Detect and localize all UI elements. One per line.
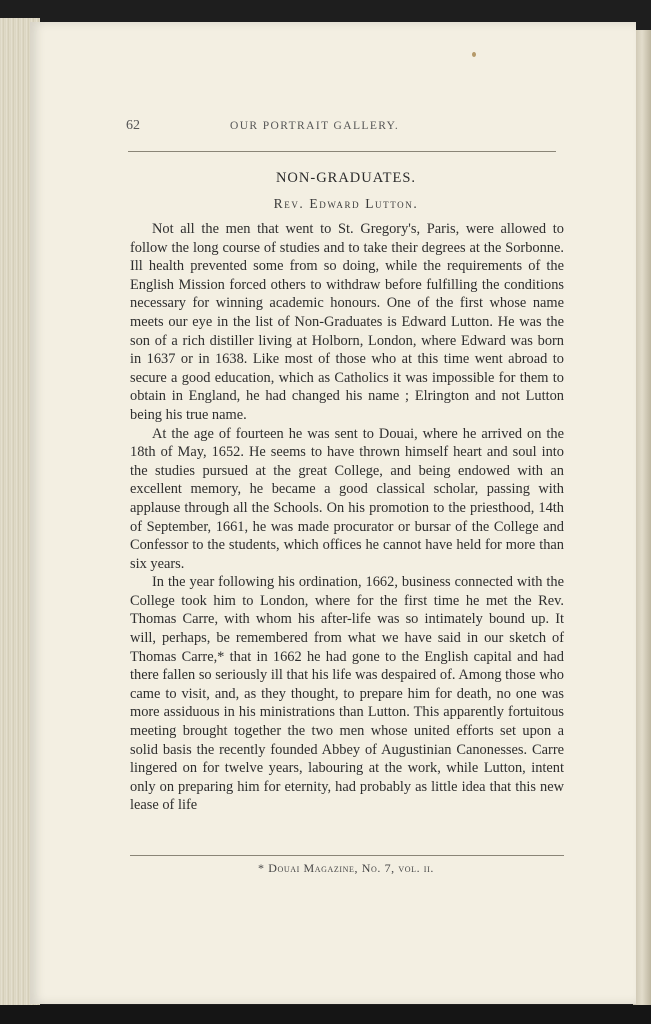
- body-text: [130, 220, 564, 815]
- section-title: NON-GRADUATES.: [275, 170, 417, 186]
- page-number: 62: [126, 118, 140, 133]
- running-title: OUR PORTRAIT GALLERY.: [230, 120, 400, 132]
- paper-stain: [472, 52, 476, 57]
- footnote-rule: [130, 855, 564, 856]
- paragraph: Not all the men that went to St. Gregory's, Paris, were allowed to follow the long course of studies and to take their degrees at the Sorbonne. Ill health prevented some from so doing, while the requirements of the English Mission forced others to withdraw before fulfilling the conditions necessary for winning academic honours. One of the first whose name meets our eye in the list of Non-Graduates is Edward Lutton. He was the son of a rich distiller living at Holborn, London, where Edward was born in 1637 or in 1638. Like most of those who at this time went abroad to secure a good education, which as Catholics it was impossible for them to obtain in England, he had changed his name ; Elrington and not Lutton being his true name.: [130, 221, 564, 423]
- background-surface: [0, 1005, 651, 1024]
- running-header: [100, 118, 565, 138]
- header-rule: [128, 151, 556, 152]
- paragraph: In the year following his ordination, 1662, business connected with the College took him to London, where for the first time he met the Rev. Thomas Carre, with whom his after-life was so intimately bound up. It will, perhaps, be remembered from what we have said in our sketch of Thomas Carre,* that in 1662 he had gone to the English capital and had there fallen so seriously ill that his life was despaired of. Among those who came to visit, and, as they thought, to prepare him for death, no one was more assiduous in his ministrations than Lutton. This apparently fortuitous meeting brought together the two men whose united efforts set upon a solid basis the recently founded Abbey of Augustinian Canonesses. Carre lingered on for twelve years, labouring at the work, while Lutton, intent only on preparing him for eternity, had probably as little idea that this new lease of life: [130, 574, 564, 814]
- paragraph: At the age of fourteen he was sent to Douai, where he arrived on the 18th of May, 1652. He seems to have thrown himself heart and soul into the studies pursued at the great College, and being endowed with an excellent memory, he became a good classical scholar, passing with applause through all the Schools. On his promotion to the priesthood, 14th of September, 1661, he was made procurator or bursar of the College and Confessor to the students, which offices he cannot have held for more than six years.: [130, 425, 564, 572]
- footnote: * Douai Magazine, No. 7, vol. ii.: [258, 861, 434, 875]
- subject-name: Rev. Edward Lutton.: [273, 196, 419, 211]
